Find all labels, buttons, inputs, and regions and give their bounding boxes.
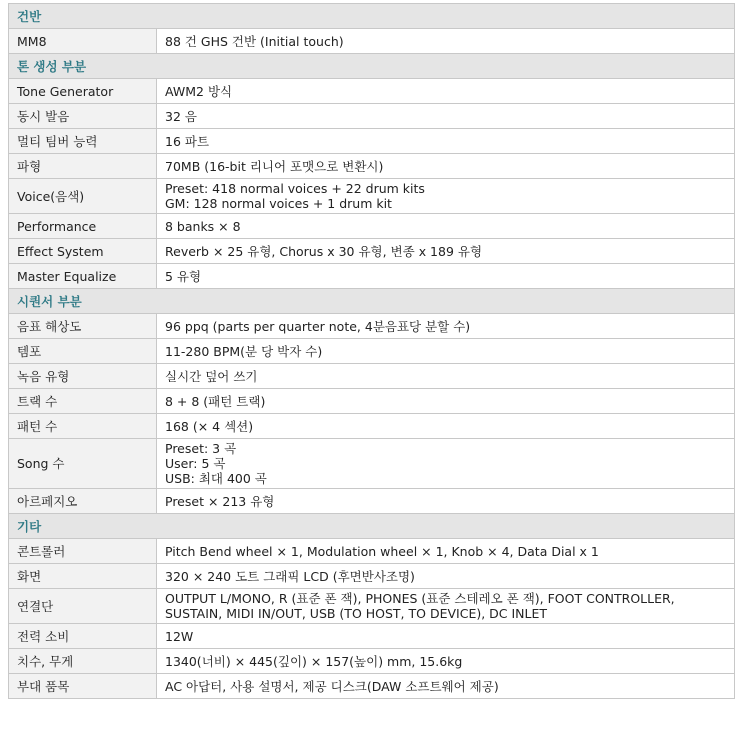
spec-row	[9, 414, 735, 439]
spec-value-line: OUTPUT L/MONO, R (표준 폰 잭), PHONES (표준 스테레오 폰 잭), FOOT CONTROLLER,	[165, 591, 675, 606]
spec-row	[9, 314, 735, 339]
spec-value-line: SUSTAIN, MIDI IN/OUT, USB (TO HOST, TO DEVICE), DC INLET	[165, 606, 548, 621]
spec-row	[9, 539, 735, 564]
spec-value	[157, 214, 735, 239]
spec-value-line: 16 파트	[165, 133, 210, 149]
section-header	[9, 289, 735, 314]
spec-value-line: AC 아답터, 사용 설명서, 제공 디스크(DAW 소프트웨어 제공)	[165, 678, 499, 694]
spec-value	[157, 129, 735, 154]
section-title: 건반	[9, 4, 735, 29]
spec-label: 음표 해상도	[9, 314, 157, 339]
section-header	[9, 54, 735, 79]
spec-row	[9, 649, 735, 674]
spec-value-line: 320 × 240 도트 그래픽 LCD (후면반사조명)	[165, 568, 415, 584]
spec-row	[9, 104, 735, 129]
spec-value	[157, 104, 735, 129]
spec-value	[157, 539, 735, 564]
spec-value-line: 8 banks × 8	[165, 218, 241, 234]
spec-value-line: 96 ppq (parts per quarter note, 4분음표당 분할 수)	[165, 318, 471, 334]
spec-value	[157, 564, 735, 589]
spec-label: Song 수	[9, 439, 157, 489]
spec-label: 멀티 팀버 능력	[9, 129, 157, 154]
spec-row	[9, 154, 735, 179]
spec-label: 트랙 수	[9, 389, 157, 414]
spec-row	[9, 339, 735, 364]
spec-label: Tone Generator	[9, 79, 157, 104]
spec-value-line: 1340(너비) × 445(깊이) × 157(높이) mm, 15.6kg	[165, 653, 463, 669]
spec-row	[9, 624, 735, 649]
spec-value	[157, 364, 735, 389]
spec-value-line: Reverb × 25 유형, Chorus x 30 유형, 변종 x 189 유형	[165, 243, 483, 259]
spec-row	[9, 179, 735, 214]
spec-value-line: 8 + 8 (패턴 트랙)	[165, 393, 266, 409]
spec-label: 연결단	[9, 589, 157, 624]
spec-value-line: 88 건 GHS 건반 (Initial touch)	[165, 33, 344, 49]
spec-value	[157, 314, 735, 339]
spec-label: Master Equalize	[9, 264, 157, 289]
spec-label: 동시 발음	[9, 104, 157, 129]
spec-label: 부대 품목	[9, 674, 157, 699]
spec-value	[157, 439, 735, 489]
section-header	[9, 4, 735, 29]
spec-value-line: 32 음	[165, 108, 197, 124]
spec-value	[157, 154, 735, 179]
spec-value	[157, 649, 735, 674]
spec-label: 화면	[9, 564, 157, 589]
spec-value	[157, 264, 735, 289]
section-title: 시퀀서 부분	[9, 289, 735, 314]
spec-value	[157, 339, 735, 364]
spec-label: 녹음 유형	[9, 364, 157, 389]
spec-label: 패턴 수	[9, 414, 157, 439]
spec-value-line: Preset: 418 normal voices + 22 drum kits	[165, 181, 425, 196]
spec-value-line: Pitch Bend wheel × 1, Modulation wheel × 1, Knob × 4, Data Dial x 1	[165, 543, 599, 559]
spec-value	[157, 589, 735, 624]
spec-value	[157, 489, 735, 514]
spec-label: Voice(음색)	[9, 179, 157, 214]
spec-label: Effect System	[9, 239, 157, 264]
spec-row	[9, 79, 735, 104]
spec-row	[9, 564, 735, 589]
spec-value	[157, 29, 735, 54]
spec-value-line: 실시간 덮어 쓰기	[165, 368, 258, 384]
spec-value-line: AWM2 방식	[165, 83, 233, 99]
spec-row	[9, 389, 735, 414]
spec-value-line: GM: 128 normal voices + 1 drum kit	[165, 196, 392, 211]
spec-value	[157, 179, 735, 214]
spec-value	[157, 389, 735, 414]
spec-value-line: Preset × 213 유형	[165, 493, 275, 509]
spec-value	[157, 624, 735, 649]
spec-row	[9, 489, 735, 514]
spec-label: MM8	[9, 29, 157, 54]
spec-table-body	[9, 4, 735, 699]
spec-value-line: USB: 최대 400 곡	[165, 471, 267, 486]
spec-row	[9, 129, 735, 154]
spec-row	[9, 214, 735, 239]
section-title: 톤 생성 부분	[9, 54, 735, 79]
spec-label: 치수, 무게	[9, 649, 157, 674]
spec-label: 콘트롤러	[9, 539, 157, 564]
spec-value-line: User: 5 곡	[165, 456, 226, 471]
spec-row	[9, 674, 735, 699]
spec-value-line: 12W	[165, 628, 194, 644]
spec-label: 파형	[9, 154, 157, 179]
spec-label: 아르페지오	[9, 489, 157, 514]
spec-table	[8, 3, 735, 699]
section-title: 기타	[9, 514, 735, 539]
spec-label: Performance	[9, 214, 157, 239]
spec-value	[157, 239, 735, 264]
spec-value-line: 70MB (16-bit 리니어 포맷으로 변환시)	[165, 158, 384, 174]
spec-value-line: 5 유형	[165, 268, 202, 284]
spec-row	[9, 239, 735, 264]
spec-row	[9, 589, 735, 624]
spec-value	[157, 674, 735, 699]
spec-value-line: 168 (× 4 섹션)	[165, 418, 254, 434]
spec-label: 템포	[9, 339, 157, 364]
spec-row	[9, 29, 735, 54]
section-header	[9, 514, 735, 539]
spec-value-line: Preset: 3 곡	[165, 441, 237, 456]
spec-value	[157, 79, 735, 104]
spec-row	[9, 264, 735, 289]
spec-value	[157, 414, 735, 439]
spec-row	[9, 439, 735, 489]
spec-label: 전력 소비	[9, 624, 157, 649]
spec-row	[9, 364, 735, 389]
spec-value-line: 11-280 BPM(분 당 박자 수)	[165, 343, 323, 359]
